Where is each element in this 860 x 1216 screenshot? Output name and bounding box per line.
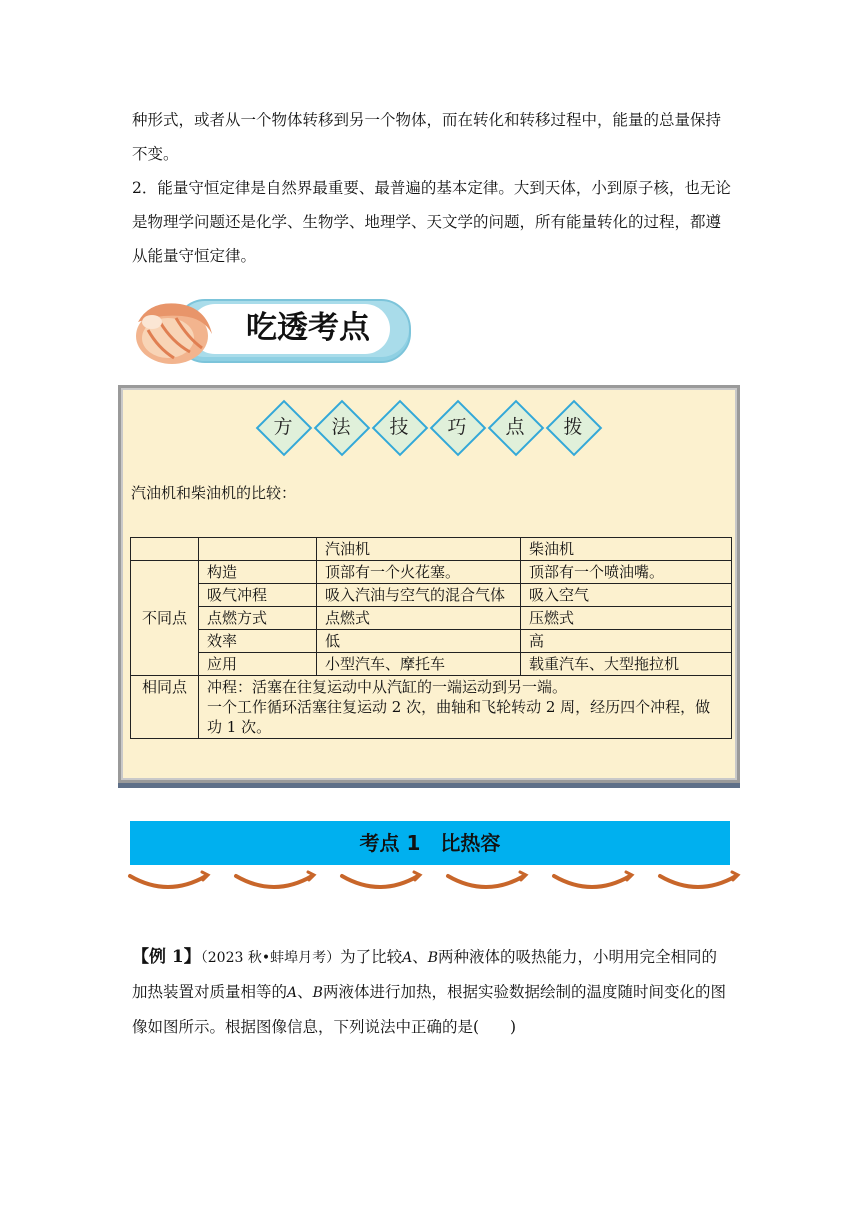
banner-title: 吃透考点 [246,310,370,346]
method-tips-box [118,385,740,783]
example-text: 两液体进行加热，根据实验数据绘制的温度随时间变化的图像如图所示。根据图像信息，下列说法中正确的是( ) [132,983,726,1036]
example-text: 两种液体的吸热能力，小明用完全相同的加热装置对质量相等的 [132,948,718,1001]
table-header-row [131,538,732,561]
paragraph-2: 2．能量守恒定律是自然界最重要、最普遍的基本定律。大到天体，小到原子核，也无论是物理学问题还是化学、生物学、地理学、天文学的问题，所有能量转化的过程，都遵从能量守恒定律。 [132,179,731,265]
header-cell [199,538,317,561]
tips-box-base [118,783,740,788]
table-row [131,653,732,676]
example-1 [132,940,732,1044]
decorative-arcs [126,866,742,896]
tips-intro: 汽油机和柴油机的比较： [131,484,297,502]
table-row [131,607,732,630]
var-b: B [427,950,439,966]
section-banner [130,292,420,368]
table-cell: 构造 [199,561,317,584]
table-cell: 小型汽车、摩托车 [317,653,521,676]
group-same-cell: 相同点 [131,676,199,739]
table-cell: 顶部有一个喷油嘴。 [521,561,732,584]
example-text: 、 [297,983,313,1001]
table-cell: 吸入汽油与空气的混合气体 [317,584,521,607]
table-cell: 顶部有一个火花塞。 [317,561,521,584]
diamond-5: 点 [490,402,540,452]
same-line-2: 一个工作循环活塞往复运动 2 次，曲轴和飞轮转动 2 周，经历四个冲程，做功 1 次。 [207,698,711,736]
var-a: A [402,950,413,966]
table-cell: 载重汽车、大型拖拉机 [521,653,732,676]
table-cell: 点燃式 [317,607,521,630]
engine-comparison-table [130,537,732,739]
diamond-6: 拨 [548,402,598,452]
header-cell: 柴油机 [521,538,732,561]
example-text: 为了比较 [340,948,403,966]
table-row [131,630,732,653]
example-text: 、 [412,948,428,966]
diamond-4: 巧 [432,402,482,452]
table-row-same [131,676,732,739]
diamond-2: 法 [316,402,366,452]
table-row [131,561,732,584]
example-tag: 【例 1】 [132,947,201,967]
table-cell: 低 [317,630,521,653]
section-header: 考点 1 比热容 [130,821,730,865]
table-cell: 压燃式 [521,607,732,630]
header-cell [131,538,199,561]
diamond-3: 技 [374,402,424,452]
var-a: A [287,985,298,1001]
paragraph-1: 种形式，或者从一个物体转移到另一个物体，而在转化和转移过程中，能量的总量保持不变。 [132,111,722,163]
var-b: B [312,985,323,1001]
same-cell [199,676,732,739]
header-cell: 汽油机 [317,538,521,561]
table-cell: 应用 [199,653,317,676]
group-diff-cell: 不同点 [131,561,199,676]
table-cell: 高 [521,630,732,653]
table-cell: 点燃方式 [199,607,317,630]
seashell-icon [130,292,240,368]
table-cell: 效率 [199,630,317,653]
table-cell: 吸气冲程 [199,584,317,607]
example-source: （2023 秋•蚌埠月考） [200,950,341,966]
table-row [131,584,732,607]
same-line-1: 冲程：活塞在往复运动中从汽缸的一端运动到另一端。 [207,678,568,696]
diamond-1: 方 [258,402,308,452]
table-cell: 吸入空气 [521,584,732,607]
